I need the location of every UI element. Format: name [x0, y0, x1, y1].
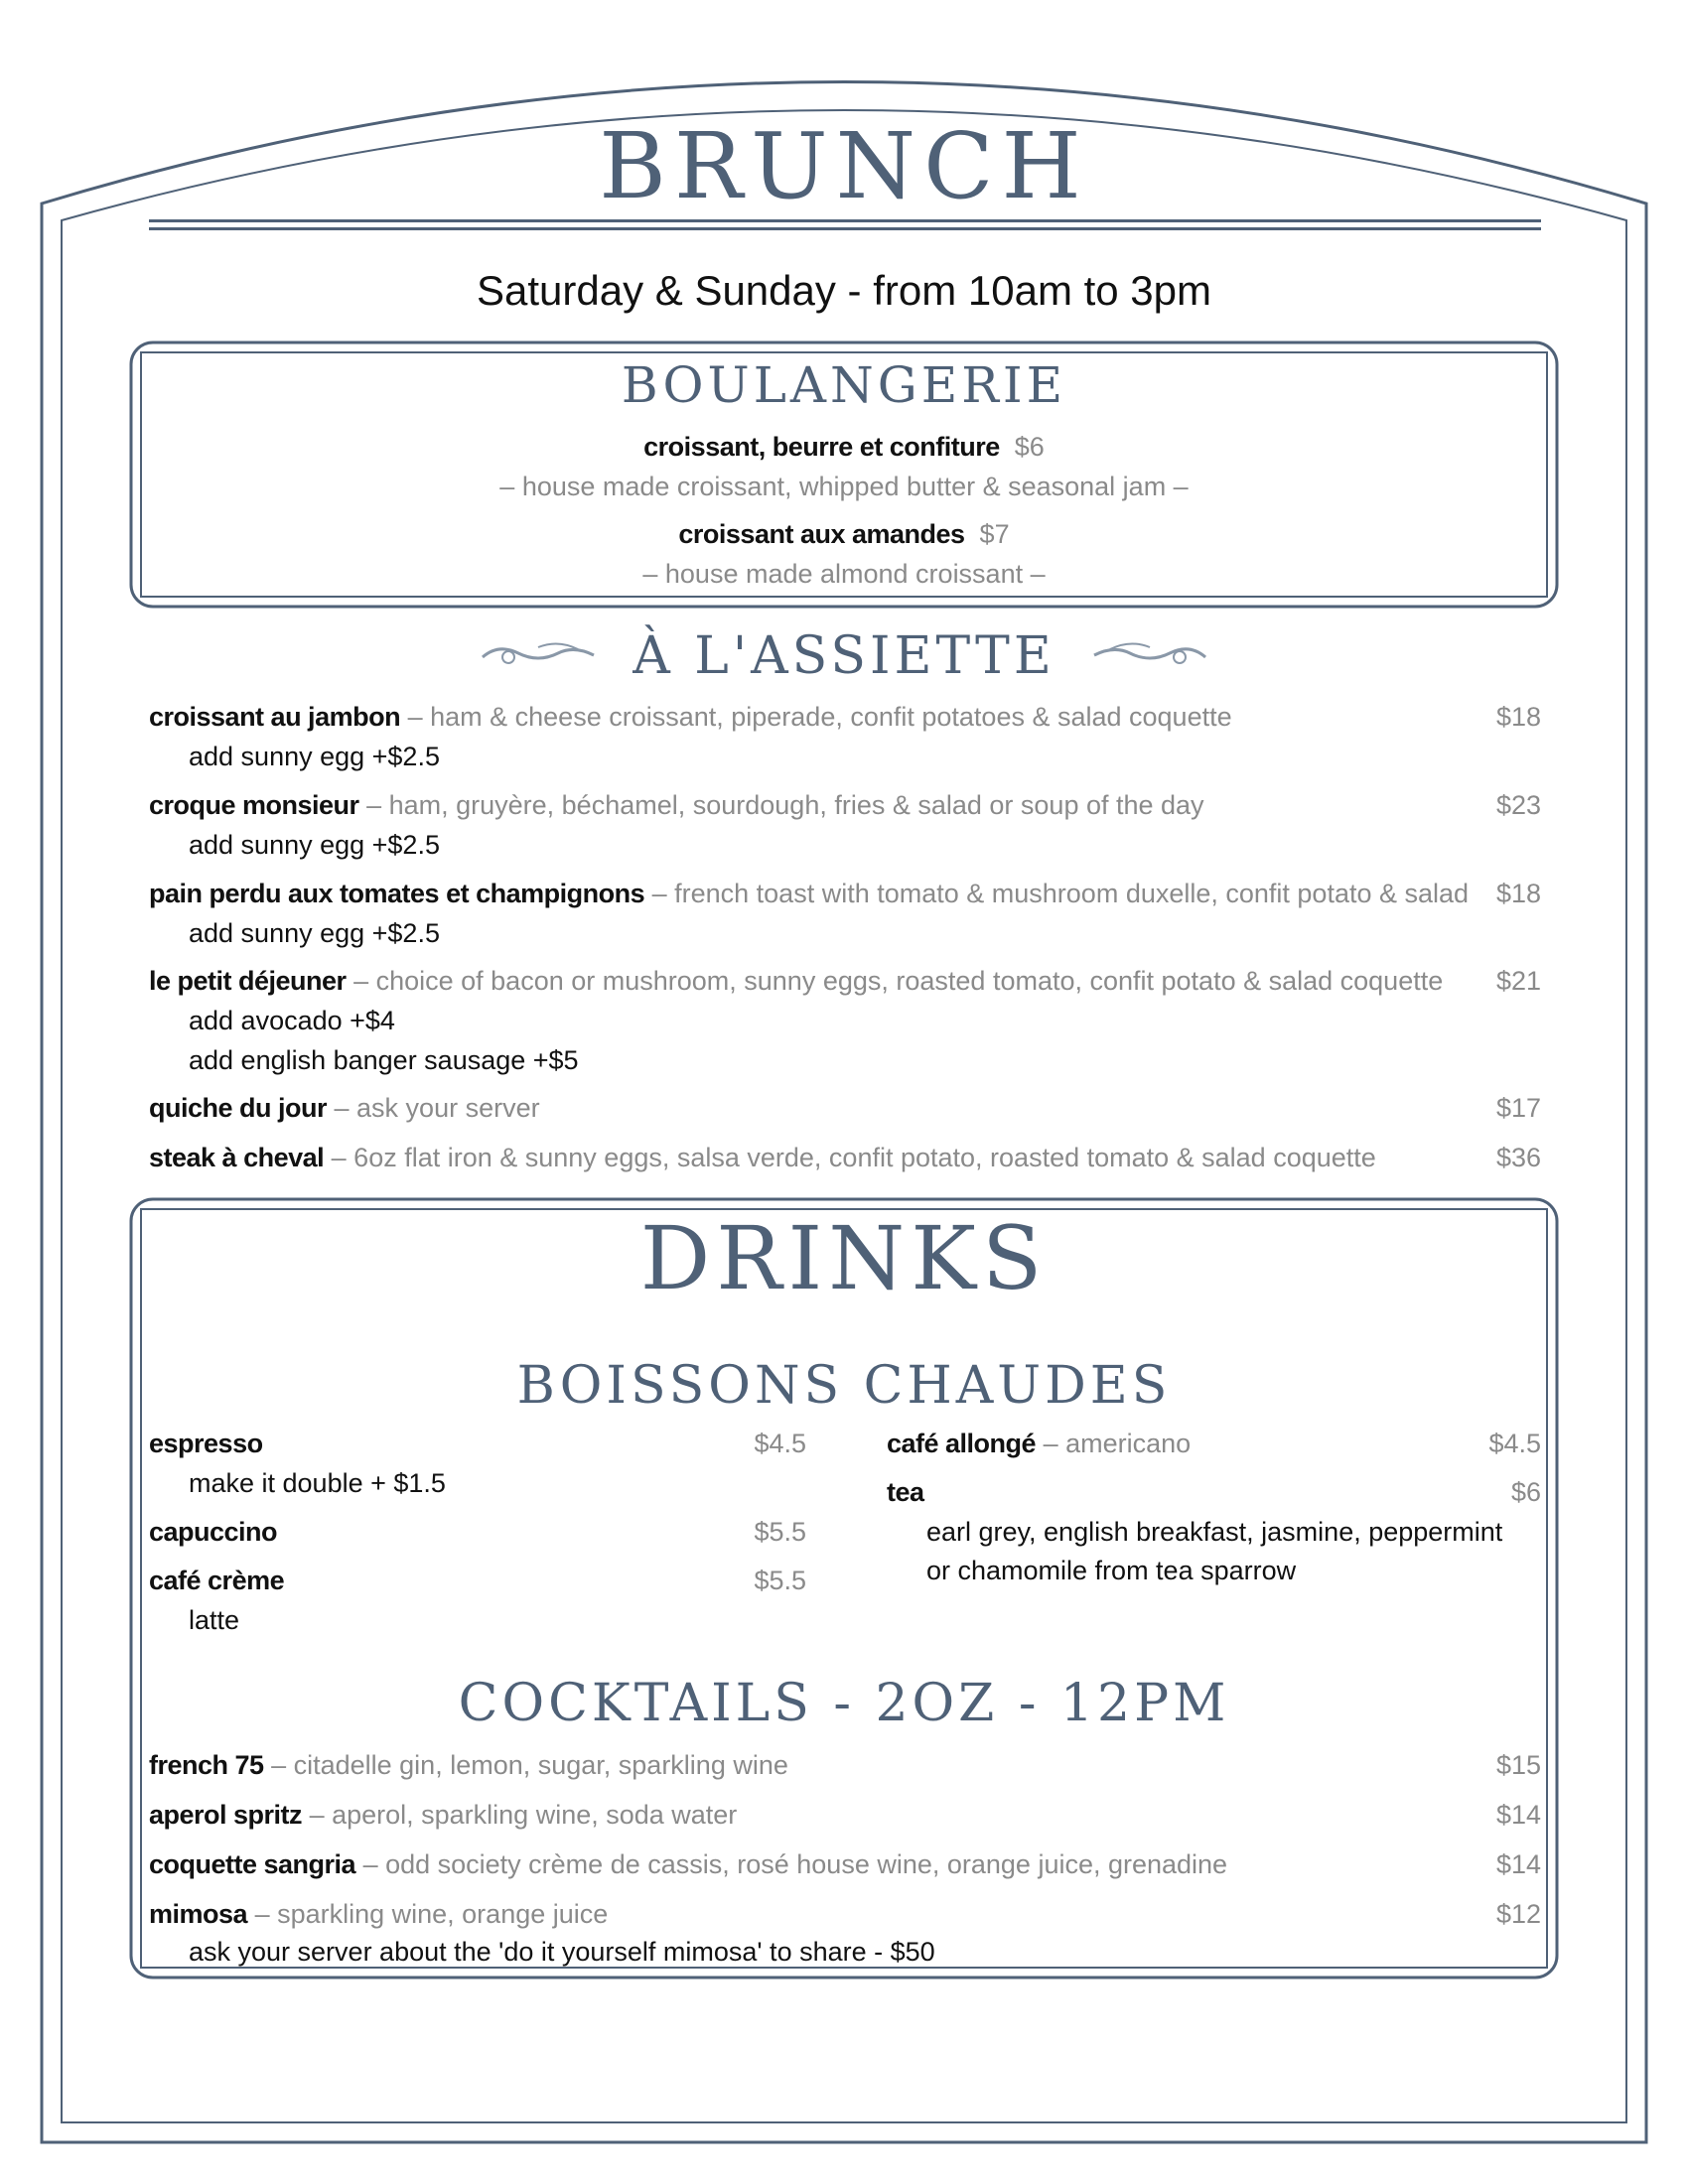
item-price: $4.5 [1488, 1429, 1541, 1458]
item-name: capuccino [149, 1517, 278, 1547]
item-price: $18 [1495, 702, 1541, 732]
item-price: $6 [1014, 432, 1045, 462]
item-addon: ask your server about the 'do it yourself mimosa' to share - $50 [189, 1937, 935, 1967]
item-name: french 75 [149, 1750, 264, 1780]
menu-item [149, 787, 1541, 823]
item-name: espresso [149, 1429, 263, 1458]
item-name: croque monsieur [149, 790, 359, 820]
menu-item [149, 876, 1541, 911]
item-price: $5.5 [754, 1517, 806, 1547]
boulangerie-item [0, 429, 1688, 465]
item-name: mimosa [149, 1899, 248, 1929]
item-name: steak à cheval [149, 1143, 325, 1172]
section-title-cocktails: COCKTAILS - 2OZ - 12PM [458, 1674, 1230, 1733]
item-name: quiche du jour [149, 1093, 327, 1123]
item-addon: add english banger sausage +$5 [189, 1045, 579, 1075]
cocktail-item [149, 1846, 1541, 1882]
item-price: $36 [1495, 1143, 1541, 1172]
item-price: $5.5 [754, 1566, 806, 1595]
item-addon: earl grey, english breakfast, jasmine, peppermint [926, 1517, 1503, 1547]
item-description: – odd society crème de cassis, rosé house wine, orange juice, grenadine [362, 1849, 1228, 1879]
item-name: café allongé [887, 1429, 1037, 1458]
item-name: croissant, beurre et confiture [643, 432, 1000, 462]
item-description: – house made croissant, whipped butter & seasonal jam – [499, 472, 1189, 501]
item-price: $14 [1495, 1849, 1541, 1879]
page-title: BRUNCH [599, 113, 1089, 219]
item-description: – 6oz flat iron & sunny eggs, salsa verde, confit potato, roasted tomato & salad coquette [331, 1143, 1376, 1172]
item-addon: add sunny egg +$2.5 [189, 830, 440, 860]
item-name: aperol spritz [149, 1800, 303, 1830]
item-addon: add sunny egg +$2.5 [189, 742, 440, 771]
item-description: – french toast with tomato & mushroom duxelle, confit potato & salad [651, 879, 1470, 908]
boulangerie-item [0, 516, 1688, 552]
item-price: $21 [1495, 966, 1541, 996]
item-price: $14 [1495, 1800, 1541, 1830]
item-description: – americano [1043, 1429, 1192, 1458]
section-title-hot-drinks: BOISSONS CHAUDES [516, 1356, 1172, 1416]
item-description: – aperol, sparkling wine, soda water [309, 1800, 738, 1830]
item-addon: add avocado +$4 [189, 1006, 395, 1035]
section-title-boulangerie: BOULANGERIE [621, 356, 1067, 414]
item-name: le petit déjeuner [149, 966, 347, 996]
menu-item [149, 1140, 1541, 1175]
item-addon: latte [189, 1605, 240, 1635]
menu-item [149, 1090, 1541, 1126]
cocktail-item [149, 1747, 1541, 1783]
item-price: $4.5 [754, 1429, 806, 1458]
item-name: tea [887, 1477, 924, 1507]
brunch-hours: Saturday & Sunday - from 10am to 3pm [476, 267, 1212, 314]
drink-item [149, 1514, 806, 1550]
menu-item [149, 699, 1541, 735]
drink-item [887, 1474, 1541, 1510]
item-description: – citadelle gin, lemon, sugar, sparkling wine [271, 1750, 788, 1780]
item-price: $12 [1495, 1899, 1541, 1929]
item-description: – choice of bacon or mushroom, sunny eggs, roasted tomato, confit potato & salad coquette [353, 966, 1444, 996]
item-price: $15 [1495, 1750, 1541, 1780]
item-name: pain perdu aux tomates et champignons [149, 879, 645, 908]
item-description: – house made almond croissant – [642, 559, 1046, 589]
item-name: café crème [149, 1566, 285, 1595]
item-price: $23 [1495, 790, 1541, 820]
section-title-drinks: DRINKS [639, 1207, 1049, 1309]
item-addon: make it double + $1.5 [189, 1468, 446, 1498]
item-price: $18 [1495, 879, 1541, 908]
item-price: $7 [979, 519, 1010, 549]
item-addon: add sunny egg +$2.5 [189, 918, 440, 948]
item-price: $17 [1495, 1093, 1541, 1123]
title-divider-bottom [149, 227, 1541, 230]
item-description: – ask your server [334, 1093, 540, 1123]
item-price: $6 [1510, 1477, 1541, 1507]
cocktail-item [149, 1896, 1541, 1932]
item-name: croissant aux amandes [678, 519, 965, 549]
drink-item [149, 1426, 806, 1461]
item-description: – ham & cheese croissant, piperade, confit potatoes & salad coquette [407, 702, 1232, 732]
cocktail-item [149, 1797, 1541, 1833]
title-divider-top [149, 219, 1541, 222]
item-description: – ham, gruyère, béchamel, sourdough, fries & salad or soup of the day [366, 790, 1204, 820]
section-title-assiette: À L'ASSIETTE [633, 626, 1055, 686]
item-addon: or chamomile from tea sparrow [926, 1556, 1297, 1585]
item-description: – sparkling wine, orange juice [254, 1899, 609, 1929]
drink-item [149, 1563, 806, 1598]
item-name: coquette sangria [149, 1849, 356, 1879]
menu-item [149, 963, 1541, 999]
drink-item [887, 1426, 1541, 1461]
item-name: croissant au jambon [149, 702, 401, 732]
flourish-right-icon [1090, 635, 1209, 675]
